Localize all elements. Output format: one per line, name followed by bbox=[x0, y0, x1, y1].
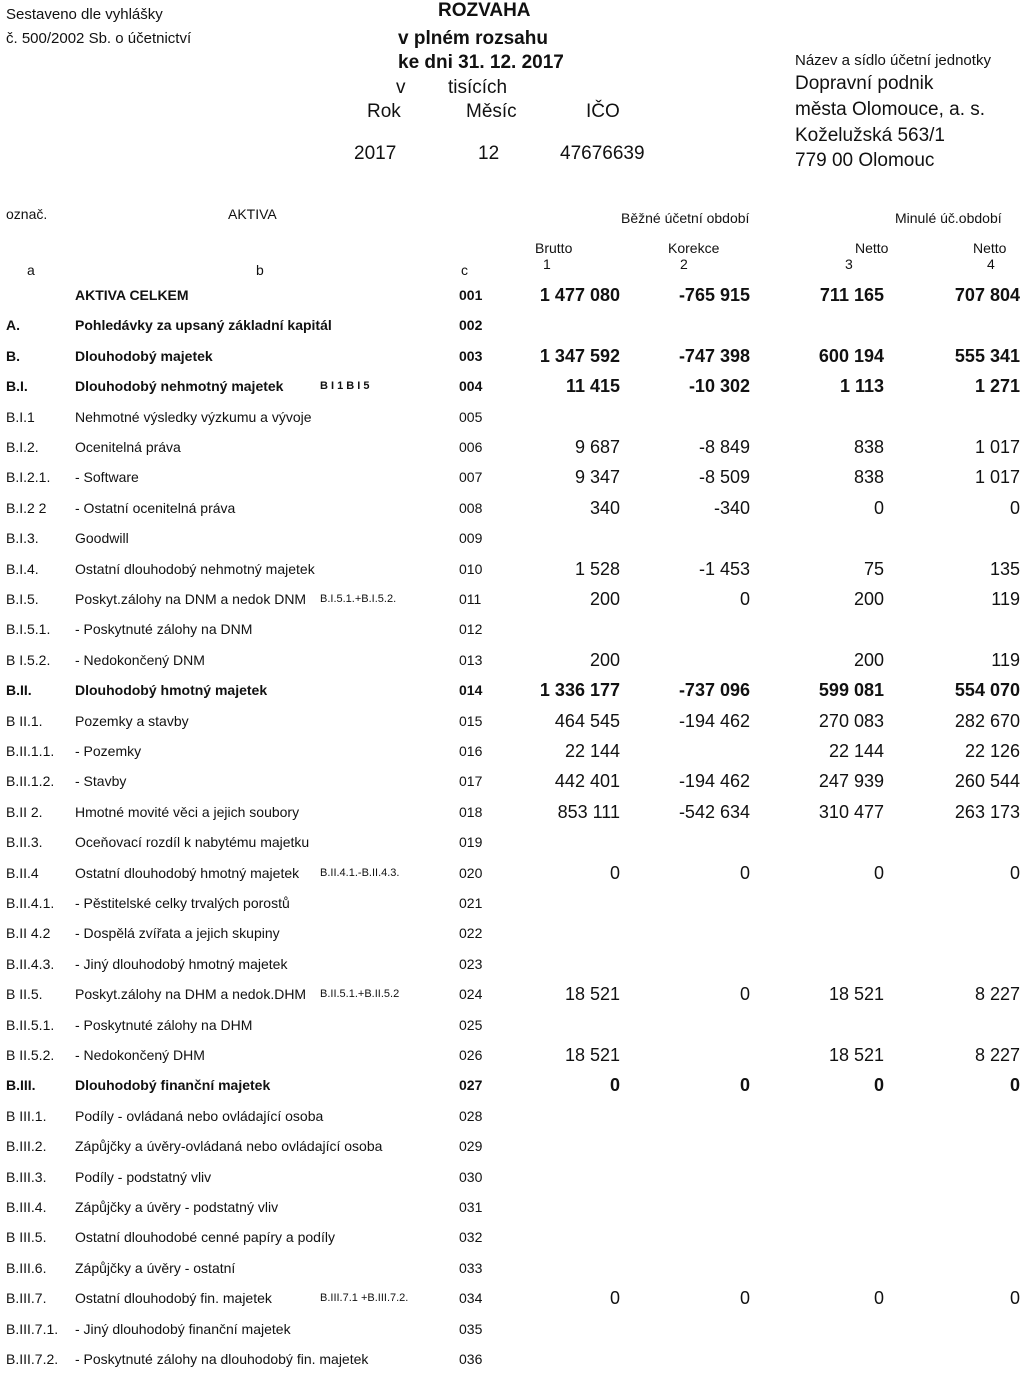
row-line-number: 013 bbox=[459, 651, 483, 668]
row-line-number: 029 bbox=[459, 1138, 483, 1155]
entity-name-line-2: města Olomouce, a. s. bbox=[795, 99, 986, 120]
row-reference: B.III.7.1 +B.III.7.2. bbox=[320, 1292, 409, 1305]
table-row bbox=[0, 1283, 1024, 1313]
row-code: B.II.3. bbox=[6, 834, 43, 851]
row-line-number: 003 bbox=[459, 347, 483, 364]
row-korekce: -10 302 bbox=[688, 376, 750, 397]
month-value: 12 bbox=[478, 143, 500, 164]
row-brutto: 0 bbox=[609, 1075, 620, 1096]
table-row bbox=[0, 797, 1024, 827]
row-brutto: 442 401 bbox=[554, 771, 620, 792]
row-name: - Pěstitelské celky trvalých porostů bbox=[75, 895, 290, 911]
balance-date: ke dni 31. 12. 2017 bbox=[398, 52, 564, 73]
row-code: B.II 4.2 bbox=[6, 925, 51, 942]
row-brutto: 1 477 080 bbox=[539, 285, 620, 305]
row-code: B.I. bbox=[6, 378, 28, 395]
year-label: Rok bbox=[367, 101, 401, 122]
row-netto-prev: 8 227 bbox=[974, 984, 1020, 1005]
row-name: Pozemky a stavby bbox=[75, 712, 189, 729]
row-code: B.II.1.1. bbox=[6, 743, 55, 759]
row-netto-prev: 260 544 bbox=[954, 771, 1020, 792]
table-row bbox=[0, 736, 1024, 766]
row-netto-prev: 0 bbox=[1009, 862, 1020, 883]
row-netto-prev: 135 bbox=[989, 558, 1020, 579]
row-line-number: 027 bbox=[459, 1077, 483, 1094]
row-brutto: 0 bbox=[609, 862, 620, 883]
row-name: Ostatní dlouhodobé cenné papíry a podíly bbox=[75, 1229, 335, 1246]
row-netto-prev: 1 017 bbox=[974, 467, 1020, 488]
row-netto-prev: 555 341 bbox=[954, 345, 1020, 366]
row-name: Zápůjčky a úvěry - ostatní bbox=[75, 1259, 236, 1276]
row-name: Ocenitelná práva bbox=[75, 439, 181, 455]
row-line-number: 016 bbox=[459, 743, 483, 759]
row-line-number: 006 bbox=[459, 439, 483, 455]
row-netto-prev: 0 bbox=[1009, 1075, 1020, 1096]
previous-period-header: Minulé úč.období bbox=[895, 210, 1002, 226]
row-korekce: -737 096 bbox=[678, 680, 750, 701]
col-brutto-header: Brutto bbox=[535, 240, 573, 256]
row-netto: 310 477 bbox=[818, 801, 884, 822]
row-netto-prev: 554 070 bbox=[954, 680, 1020, 701]
row-name: - Stavby bbox=[75, 773, 127, 790]
row-netto-prev: 8 227 bbox=[974, 1045, 1020, 1065]
row-netto: 270 083 bbox=[818, 710, 884, 731]
row-netto: 247 939 bbox=[818, 771, 884, 792]
document-subtitle: v plném rozsahu bbox=[398, 28, 548, 49]
row-name: Poskyt.zálohy na DNM a nedok DNM bbox=[75, 591, 307, 607]
table-row bbox=[0, 1162, 1024, 1192]
row-code: B.I.2 2 bbox=[6, 499, 47, 516]
col-3-marker: 3 bbox=[845, 256, 853, 272]
row-line-number: 031 bbox=[459, 1199, 483, 1215]
row-line-number: 020 bbox=[459, 864, 483, 881]
row-line-number: 005 bbox=[459, 408, 483, 425]
row-line-number: 011 bbox=[459, 591, 482, 607]
row-reference: B I 1 B I 5 bbox=[320, 380, 370, 393]
ico-label: IČO bbox=[586, 101, 620, 122]
row-netto-prev: 282 670 bbox=[954, 710, 1020, 731]
ico-value: 47676639 bbox=[560, 143, 645, 164]
col-1-marker: 1 bbox=[543, 256, 551, 272]
row-line-number: 002 bbox=[459, 317, 483, 334]
col-netto-header: Netto bbox=[855, 240, 889, 256]
row-name: Oceňovací rozdíl k nabytému majetku bbox=[75, 834, 310, 851]
row-name: - Jiný dlouhodobý finanční majetek bbox=[75, 1320, 291, 1337]
row-netto-prev: 1 271 bbox=[974, 376, 1020, 397]
row-name: Zápůjčky a úvěry-ovládaná nebo ovládající osoba bbox=[75, 1138, 383, 1155]
row-brutto: 464 545 bbox=[554, 710, 620, 731]
row-line-number: 026 bbox=[459, 1047, 483, 1063]
table-row bbox=[0, 1070, 1024, 1100]
table-row bbox=[0, 1253, 1024, 1283]
row-code: B.II.1.2. bbox=[6, 773, 55, 790]
row-line-number: 001 bbox=[459, 287, 483, 303]
table-row bbox=[0, 1131, 1024, 1161]
col-oznac-header: označ. bbox=[6, 206, 48, 222]
table-row bbox=[0, 280, 1024, 310]
row-netto: 22 144 bbox=[828, 741, 884, 761]
row-code: B III.5. bbox=[6, 1229, 47, 1246]
table-row bbox=[0, 341, 1024, 371]
row-netto: 18 521 bbox=[828, 984, 884, 1005]
unit-prefix: v bbox=[396, 77, 406, 98]
row-line-number: 018 bbox=[459, 803, 483, 820]
row-name: - Software bbox=[75, 469, 139, 486]
row-code: B.II.5.1. bbox=[6, 1016, 55, 1033]
table-row bbox=[0, 918, 1024, 948]
row-netto: 200 bbox=[853, 589, 884, 609]
row-name: Poskyt.zálohy na DHM a nedok.DHM bbox=[75, 986, 307, 1003]
row-name: - Pozemky bbox=[75, 743, 142, 759]
row-reference: B.I.5.1.+B.I.5.2. bbox=[320, 593, 397, 605]
row-code: B.II.4.1. bbox=[6, 895, 55, 911]
row-korekce: 0 bbox=[739, 589, 750, 609]
row-netto: 838 bbox=[853, 437, 884, 457]
row-line-number: 034 bbox=[459, 1290, 483, 1307]
row-code: B.III.7. bbox=[6, 1290, 47, 1307]
regulation-line-2: č. 500/2002 Sb. o účetnictví bbox=[6, 30, 192, 47]
table-row bbox=[0, 402, 1024, 432]
entity-name-line-1: Dopravní podnik bbox=[795, 73, 934, 94]
row-line-number: 014 bbox=[459, 682, 483, 699]
row-name: Dlouhodobý finanční majetek bbox=[75, 1077, 271, 1094]
year-value: 2017 bbox=[354, 143, 397, 164]
row-name: - Ostatní ocenitelná práva bbox=[75, 499, 236, 516]
row-line-number: 019 bbox=[459, 834, 483, 851]
table-row bbox=[0, 310, 1024, 340]
row-line-number: 032 bbox=[459, 1229, 483, 1246]
row-brutto: 0 bbox=[609, 1288, 620, 1309]
row-brutto: 1 347 592 bbox=[539, 345, 620, 366]
row-code: B.III.7.1. bbox=[6, 1320, 59, 1337]
row-korekce: 0 bbox=[739, 862, 750, 883]
row-korekce: 0 bbox=[739, 1075, 750, 1096]
row-netto-prev: 263 173 bbox=[954, 801, 1020, 822]
row-line-number: 008 bbox=[459, 499, 483, 516]
row-name: Podíly - ovládaná nebo ovládající osoba bbox=[75, 1107, 324, 1124]
table-row bbox=[0, 1010, 1024, 1040]
table-row bbox=[0, 493, 1024, 523]
row-code: B II.5.2. bbox=[6, 1047, 55, 1063]
table-row bbox=[0, 462, 1024, 492]
row-netto: 18 521 bbox=[828, 1045, 884, 1065]
row-code: A. bbox=[6, 317, 20, 334]
row-name: Dlouhodobý hmotný majetek bbox=[75, 682, 268, 699]
row-brutto: 200 bbox=[589, 589, 620, 609]
row-name: Zápůjčky a úvěry - podstatný vliv bbox=[75, 1199, 279, 1215]
row-netto: 838 bbox=[853, 467, 884, 488]
row-line-number: 030 bbox=[459, 1168, 483, 1185]
row-code: B.II 2. bbox=[6, 803, 43, 820]
row-code: B.III.4. bbox=[6, 1199, 47, 1215]
row-line-number: 024 bbox=[459, 986, 483, 1003]
row-name: - Poskytnuté zálohy na DHM bbox=[75, 1016, 253, 1033]
row-korekce: -747 398 bbox=[678, 345, 750, 366]
row-code: B.III.3. bbox=[6, 1168, 47, 1185]
month-label: Měsíc bbox=[466, 101, 517, 122]
row-brutto: 1 336 177 bbox=[539, 680, 620, 701]
row-code: B.III.7.2. bbox=[6, 1351, 59, 1367]
row-reference: B.II.4.1.-B.II.4.3. bbox=[320, 866, 400, 879]
document-title: ROZVAHA bbox=[438, 0, 531, 21]
row-code: B II.1. bbox=[6, 712, 43, 729]
row-korekce: -194 462 bbox=[678, 771, 750, 792]
row-netto-prev: 119 bbox=[991, 589, 1020, 609]
row-code: B.II.4 bbox=[6, 864, 39, 881]
row-line-number: 028 bbox=[459, 1107, 483, 1124]
table-row bbox=[0, 584, 1024, 614]
row-korekce: 0 bbox=[739, 984, 750, 1005]
current-period-header: Běžné účetní období bbox=[621, 210, 750, 226]
row-netto: 0 bbox=[873, 1288, 884, 1309]
row-netto: 599 081 bbox=[818, 680, 884, 701]
table-row bbox=[0, 706, 1024, 736]
row-name: AKTIVA CELKEM bbox=[75, 287, 189, 303]
col-netto-prev-header: Netto bbox=[973, 240, 1007, 256]
row-brutto: 340 bbox=[589, 497, 620, 518]
table-row bbox=[0, 766, 1024, 796]
row-name: - Poskytnuté zálohy na DNM bbox=[75, 621, 253, 638]
row-line-number: 023 bbox=[459, 955, 483, 972]
row-line-number: 009 bbox=[459, 530, 483, 547]
row-line-number: 022 bbox=[459, 925, 483, 942]
row-name: - Poskytnuté zálohy na dlouhodobý fin. majetek bbox=[75, 1351, 369, 1367]
row-code: B.I.1 bbox=[6, 408, 35, 425]
table-row bbox=[0, 827, 1024, 857]
row-netto-prev: 1 017 bbox=[974, 437, 1020, 457]
row-brutto: 18 521 bbox=[564, 984, 620, 1005]
table-row bbox=[0, 1040, 1024, 1070]
row-korekce: -340 bbox=[713, 497, 750, 518]
row-name: - Nedokončený DNM bbox=[75, 651, 205, 668]
row-netto-prev: 22 126 bbox=[964, 741, 1020, 761]
row-line-number: 021 bbox=[459, 895, 483, 911]
row-brutto: 9 687 bbox=[574, 437, 620, 457]
row-netto-prev: 119 bbox=[991, 649, 1020, 670]
row-code: B.I.3. bbox=[6, 530, 39, 547]
row-code: B.I.2.1. bbox=[6, 469, 51, 486]
row-brutto: 18 521 bbox=[564, 1045, 620, 1065]
row-code: B. bbox=[6, 347, 20, 364]
row-line-number: 012 bbox=[459, 621, 483, 638]
col-c-marker: c bbox=[461, 262, 468, 278]
row-netto: 0 bbox=[873, 1075, 884, 1096]
row-brutto: 853 111 bbox=[557, 801, 620, 822]
table-row bbox=[0, 1101, 1024, 1131]
row-netto: 75 bbox=[863, 558, 884, 579]
row-name: Hmotné movité věci a jejich soubory bbox=[75, 803, 300, 820]
entity-address-line-1: Koželužská 563/1 bbox=[795, 125, 945, 146]
table-row bbox=[0, 432, 1024, 462]
row-netto: 0 bbox=[873, 497, 884, 518]
entity-address-line-2: 779 00 Olomouc bbox=[795, 150, 935, 171]
col-korekce-header: Korekce bbox=[668, 240, 720, 256]
row-name: Pohledávky za upsaný základní kapitál bbox=[75, 317, 332, 334]
row-name: Dlouhodobý nehmotný majetek bbox=[75, 378, 284, 395]
row-netto: 1 113 bbox=[839, 376, 884, 397]
unit-label: tisících bbox=[448, 77, 508, 98]
row-reference: B.II.5.1.+B.II.5.2 bbox=[320, 988, 400, 1001]
row-netto: 711 165 bbox=[819, 285, 884, 305]
row-code: B III.1. bbox=[6, 1107, 47, 1124]
row-name: Ostatní dlouhodobý fin. majetek bbox=[75, 1290, 272, 1307]
row-korekce: 0 bbox=[739, 1288, 750, 1309]
row-line-number: 015 bbox=[459, 712, 483, 729]
row-line-number: 010 bbox=[459, 560, 483, 577]
row-netto-prev: 0 bbox=[1009, 497, 1020, 518]
row-name: - Dospělá zvířata a jejich skupiny bbox=[75, 925, 280, 942]
table-row bbox=[0, 523, 1024, 553]
row-korekce: -8 849 bbox=[698, 437, 750, 457]
entity-label: Název a sídlo účetní jednotky bbox=[795, 52, 991, 69]
row-code: B.I.4. bbox=[6, 560, 39, 577]
row-korekce: -194 462 bbox=[678, 710, 750, 731]
row-korekce: -8 509 bbox=[698, 467, 750, 488]
row-name: Goodwill bbox=[75, 530, 129, 547]
table-row bbox=[0, 554, 1024, 584]
row-korekce: -542 634 bbox=[678, 801, 750, 822]
col-aktiva-header: AKTIVA bbox=[228, 206, 277, 222]
table-row bbox=[0, 645, 1024, 675]
row-code: B.I.2. bbox=[6, 439, 39, 455]
row-name: Ostatní dlouhodobý nehmotný majetek bbox=[75, 560, 315, 577]
row-code: B.II.4.3. bbox=[6, 955, 55, 972]
row-line-number: 033 bbox=[459, 1259, 483, 1276]
row-line-number: 025 bbox=[459, 1016, 483, 1033]
row-brutto: 22 144 bbox=[564, 741, 620, 761]
col-a-marker: a bbox=[27, 262, 35, 278]
row-line-number: 004 bbox=[459, 378, 483, 395]
row-netto: 200 bbox=[853, 649, 884, 670]
row-brutto: 200 bbox=[589, 649, 620, 670]
row-code: B II.5. bbox=[6, 986, 43, 1003]
row-line-number: 035 bbox=[459, 1320, 483, 1337]
row-brutto: 1 528 bbox=[574, 558, 620, 579]
row-code: B I.5.2. bbox=[6, 651, 51, 668]
row-netto: 0 bbox=[873, 862, 884, 883]
row-line-number: 007 bbox=[459, 469, 483, 486]
row-code: B.II. bbox=[6, 682, 32, 699]
table-row bbox=[0, 888, 1024, 918]
regulation-line-1: Sestaveno dle vyhlášky bbox=[6, 6, 163, 23]
table-row bbox=[0, 949, 1024, 979]
table-row bbox=[0, 979, 1024, 1009]
row-code: B.I.5.1. bbox=[6, 621, 51, 638]
row-name: Ostatní dlouhodobý hmotný majetek bbox=[75, 864, 300, 881]
table-row bbox=[0, 858, 1024, 888]
table-row bbox=[0, 1314, 1024, 1344]
table-row bbox=[0, 1222, 1024, 1252]
row-netto: 600 194 bbox=[818, 345, 884, 366]
row-code: B.III. bbox=[6, 1077, 36, 1094]
row-name: - Jiný dlouhodobý hmotný majetek bbox=[75, 955, 288, 972]
row-line-number: 036 bbox=[459, 1351, 483, 1367]
row-line-number: 017 bbox=[459, 773, 483, 790]
table-row bbox=[0, 1192, 1024, 1222]
row-name: - Nedokončený DHM bbox=[75, 1047, 205, 1063]
table-row bbox=[0, 371, 1024, 401]
row-brutto: 11 415 bbox=[565, 376, 620, 397]
row-code: B.I.5. bbox=[6, 591, 39, 607]
table-row bbox=[0, 1344, 1024, 1374]
table-row bbox=[0, 675, 1024, 705]
row-code: B.III.2. bbox=[6, 1138, 47, 1155]
row-netto-prev: 0 bbox=[1009, 1288, 1020, 1309]
col-b-marker: b bbox=[256, 262, 264, 278]
row-brutto: 9 347 bbox=[574, 467, 620, 488]
row-korekce: -765 915 bbox=[678, 285, 750, 305]
col-2-marker: 2 bbox=[680, 256, 688, 272]
col-4-marker: 4 bbox=[987, 256, 995, 272]
row-netto-prev: 707 804 bbox=[954, 285, 1020, 305]
row-name: Podíly - podstatný vliv bbox=[75, 1168, 212, 1185]
table-row bbox=[0, 614, 1024, 644]
row-korekce: -1 453 bbox=[698, 558, 750, 579]
row-name: Nehmotné výsledky výzkumu a vývoje bbox=[75, 408, 312, 425]
row-code: B.III.6. bbox=[6, 1259, 47, 1276]
row-name: Dlouhodobý majetek bbox=[75, 347, 213, 364]
